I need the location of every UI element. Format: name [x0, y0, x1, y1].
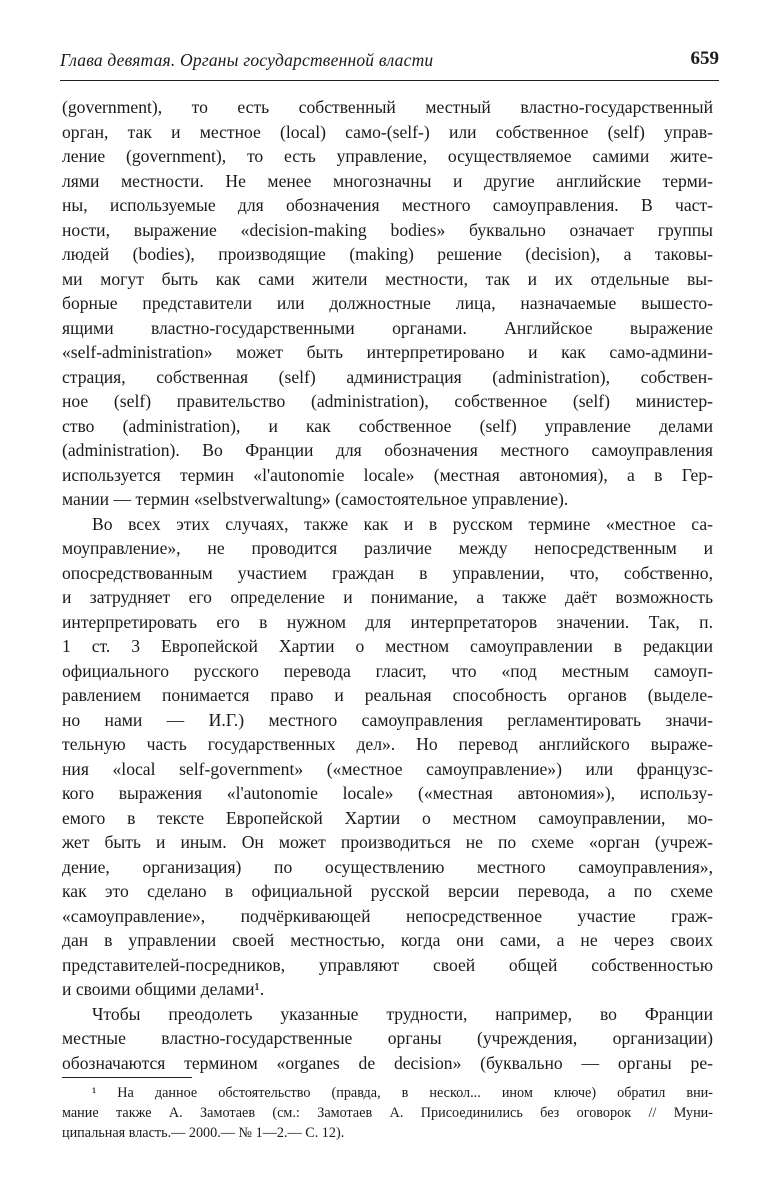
text-line: дение, организация) по осуществлению местного самоуправления»,: [62, 856, 713, 877]
text-line: жет быть и иным. Он может производиться не по схеме «орган (учреж-: [62, 832, 713, 852]
footnote-line: ципальная власть.— 2000.— № 1—2.— С. 12).: [62, 1125, 345, 1141]
text-line: тельную часть государственных дел». Но перевод английского выраже-: [62, 734, 713, 754]
text-line: местные властно-государственные органы (учреждения, организации): [62, 1028, 713, 1048]
page-number: 659: [690, 48, 719, 69]
text-line: (government), то есть собственный местный властно-государственный: [62, 97, 713, 117]
text-line: обозначаются термином «organes de decision» (буквально — органы ре-: [62, 1052, 713, 1073]
text-line: и своими общими делами¹.: [62, 979, 265, 999]
text-line: ми могут быть как сами жители местности, так и их отдельные вы-: [62, 268, 713, 289]
running-head: Глава девятая. Органы государственной власти: [60, 50, 434, 70]
text-line: но нами — И.Г.) местного самоуправления регламентировать значи-: [62, 709, 713, 730]
text-line: борные представители или должностные лица, назначаемые вышесто-: [62, 293, 713, 313]
text-line: ны, используемые для обозначения местного самоуправления. В част-: [62, 195, 713, 215]
footnote-line: мание также А. Замотаев (см.: Замотаев А. Присоединились без оговорок // Муни-: [62, 1105, 713, 1121]
text-line: и затрудняет его определение и понимание, а также даёт возможность: [62, 587, 713, 607]
text-line: емого в тексте Европейской Хартии о местном самоуправлении, мо-: [62, 807, 713, 828]
text-line: ния «local self-government» («местное самоуправление») или французс-: [62, 758, 713, 779]
text-line: ление (government), то есть управление, осуществляемое самими жите-: [62, 146, 713, 166]
text-line: используется термин «l'autonomie locale» (местная автономия), а в Гер-: [62, 464, 713, 485]
footnotes: [62, 1083, 713, 1143]
body-text: [62, 95, 713, 1075]
text-line: лями местности. Не менее многозначны и другие английские терми-: [62, 170, 713, 191]
text-line: Чтобы преодолеть указанные трудности, например, во Франции: [92, 1003, 713, 1024]
text-line: «самоуправление», подчёркивающей непосредственное участие граж-: [62, 905, 713, 926]
text-line: людей (bodies), производящие (making) решение (decision), а таковы-: [62, 244, 713, 264]
text-line: страция, собственная (self) администрация (administration), собствен-: [62, 366, 713, 387]
text-line: представителей-посредников, управляют своей общей собственностью: [62, 954, 713, 975]
page-header: [60, 46, 719, 81]
text-line: ящими властно-государственными органами. Английское выражение: [62, 317, 713, 338]
text-line: орган, так и местное (local) само-(self-) или собственное (self) управ-: [62, 121, 713, 142]
text-line: (administration). Во Франции для обозначения местного самоуправления: [62, 440, 713, 460]
text-line: как это сделано в официальной русской версии перевода, а по схеме: [62, 881, 713, 901]
footnote-divider: [62, 1077, 192, 1078]
text-line: дан в управлении своей местностью, когда они сами, а не через своих: [62, 930, 713, 950]
text-line: 1 ст. 3 Европейской Хартии о местном самоуправлении в редакции: [62, 636, 713, 656]
text-line: ное (self) правительство (administration), собственное (self) министер-: [62, 391, 713, 411]
text-line: интерпретировать его в нужном для интерпретаторов значении. Так, п.: [62, 611, 713, 632]
text-line: официального русского перевода гласит, что «под местным самоуп-: [62, 660, 713, 681]
text-line: опосредствованным участием граждан в управлении, что, собственно,: [62, 562, 713, 583]
text-line: ство (administration), и как собственное (self) управление делами: [62, 415, 713, 436]
text-line: ности, выражение «decision-making bodies» буквально означает группы: [62, 219, 713, 240]
text-line: моуправление», не проводится различие между непосредственным и: [62, 538, 713, 558]
text-line: кого выражения «l'autonomie locale» («местная автономия»), использу-: [62, 783, 713, 803]
footnote-line: ¹ На данное обстоятельство (правда, в нескол... ином ключе) обратил вни-: [92, 1085, 713, 1101]
text-line: Во всех этих случаях, также как и в русском термине «местное са-: [92, 513, 713, 534]
text-line: равлением понимается право и реальная способность органов (выделе-: [62, 685, 713, 705]
text-line: «self-administration» может быть интерпретировано и как само-админи-: [62, 342, 713, 362]
text-line: мании — термин «selbstverwaltung» (самостоятельное управление).: [62, 489, 569, 509]
